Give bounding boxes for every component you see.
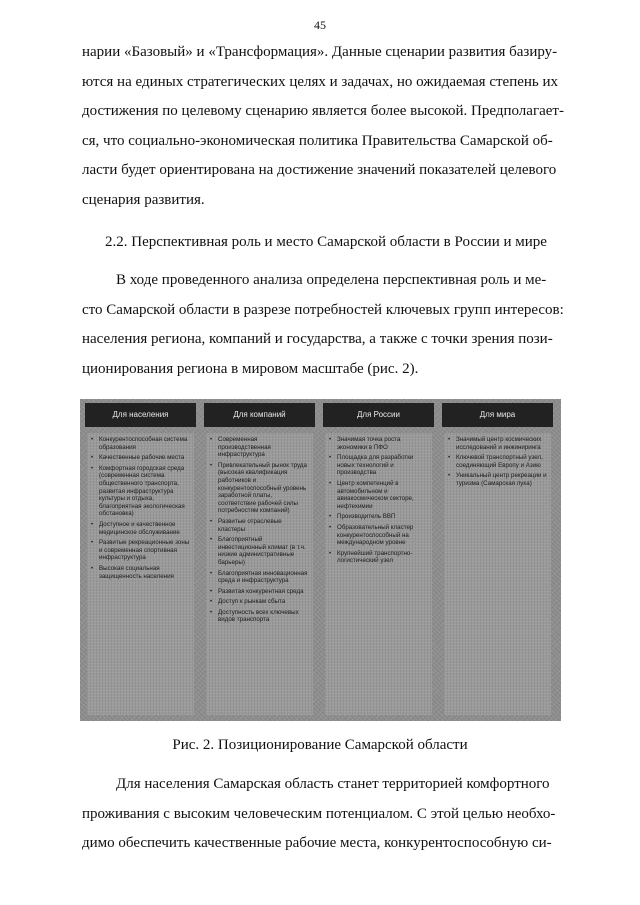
text-line: Для населения Самарская область станет территорией комфортного <box>116 776 550 792</box>
column-body <box>206 433 313 715</box>
closing-paragraph <box>82 770 578 859</box>
list-item: • Образовательный кластер конкурентоспособный на международном уровне <box>337 524 429 547</box>
figure-column-population <box>83 399 198 721</box>
list-item: • Благоприятный инвестиционный климат (в т.ч. низкие административные барьеры) <box>218 536 310 566</box>
text-line: нарии «Базовый» и «Трансформация». Данные сценарии развития базиру- <box>82 44 558 60</box>
list-item: • Площадка для разработки новых технологий и производства <box>337 454 429 477</box>
list-item: • Крупнейший транспортно-логистический узел <box>337 550 429 565</box>
text-line: проживания с высоким человеческим потенциалом. С этой целью необхо- <box>82 805 556 822</box>
section-heading: 2.2. Перспективная роль и место Самарской области в России и мире <box>105 234 547 250</box>
intro-paragraph <box>82 38 578 215</box>
list-item: • Доступное и качественное медицинское обслуживание <box>99 521 191 536</box>
text-line: сто Самарской области в разрезе потребностей ключевых групп интересов: <box>82 301 564 318</box>
list-item: • Комфортная городская среда (современная система общественного транспорта, развитая инфраструктура культуры и отдыха, благоприятная экологическая обстановка) <box>99 465 191 518</box>
figure-column-companies <box>202 399 317 721</box>
text-line: ционирования региона в мировом масштабе (рис. 2). <box>82 360 419 377</box>
list-item: • Развитые отраслевые кластеры <box>218 518 310 533</box>
positioning-figure <box>80 399 561 721</box>
text-line: населения региона, компаний и государства, а также с точки зрения пози- <box>82 331 553 347</box>
list-item: • Современная производственная инфраструктура <box>218 436 310 459</box>
column-body <box>325 433 432 715</box>
list-item: • Значимая точка роста экономики в ПФО <box>337 436 429 451</box>
list-item: • Уникальный центр рекреации и туризма (Самарская лука) <box>456 472 548 487</box>
list-item: • Центр компетенций в автомобильном и авиакосмическом секторе, нефтехимии <box>337 480 429 510</box>
column-header: Для компаний <box>204 403 315 427</box>
analysis-paragraph <box>82 266 578 384</box>
text-line: сценария развития. <box>82 191 205 208</box>
column-header: Для России <box>323 403 434 427</box>
text-line: димо обеспечить качественные рабочие места, конкурентоспособную си- <box>82 835 552 851</box>
figure-column-russia <box>321 399 436 721</box>
list-item: • Доступность всех ключевых видов транспорта <box>218 609 310 624</box>
list-item: • Ключевой транспортный узел, соединяющий Европу и Азию <box>456 454 548 469</box>
list-item: • Доступ к рынкам сбыта <box>218 598 310 606</box>
text-line: ласти будет ориентирована на достижение значений показателей целевого <box>82 162 557 178</box>
list-item: • Производитель ВВП <box>337 513 429 521</box>
list-item: • Конкурентоспособная система образования <box>99 436 191 451</box>
column-header: Для населения <box>85 403 196 427</box>
list-item: • Развитые рекреационные зоны и современная спортивная инфраструктура <box>99 539 191 562</box>
figure-caption: Рис. 2. Позиционирование Самарской области <box>172 737 468 753</box>
list-item: • Привлекательный рынок труда (высокая квалификация работников и конкурентоспособный уровень заработной платы, соответствие рабочей силы потребностям компаний) <box>218 462 310 515</box>
text-line: ются на единых стратегических целях и задачах, но ожидаемая степень их <box>82 73 559 90</box>
column-body <box>444 433 551 715</box>
column-header: Для мира <box>442 403 553 427</box>
list-item: • Развитая конкурентная среда <box>218 588 310 596</box>
text-line: ся, что социально-экономическая политика Правительства Самарской об- <box>82 132 553 149</box>
list-item: • Высокая социальная защищенность населения <box>99 565 191 580</box>
column-body <box>87 433 194 715</box>
page-number: 45 <box>314 18 326 32</box>
list-item: • Качественные рабочие места <box>99 454 191 462</box>
text-line: достижения по целевому сценарию является более высокой. Предполагает- <box>82 103 564 119</box>
list-item: • Благоприятная инновационная среда и инфраструктура <box>218 570 310 585</box>
list-item: • Значимый центр космических исследований и инжиниринга <box>456 436 548 451</box>
text-line: В ходе проведенного анализа определена перспективная роль и ме- <box>116 272 547 288</box>
figure-column-world <box>440 399 555 721</box>
